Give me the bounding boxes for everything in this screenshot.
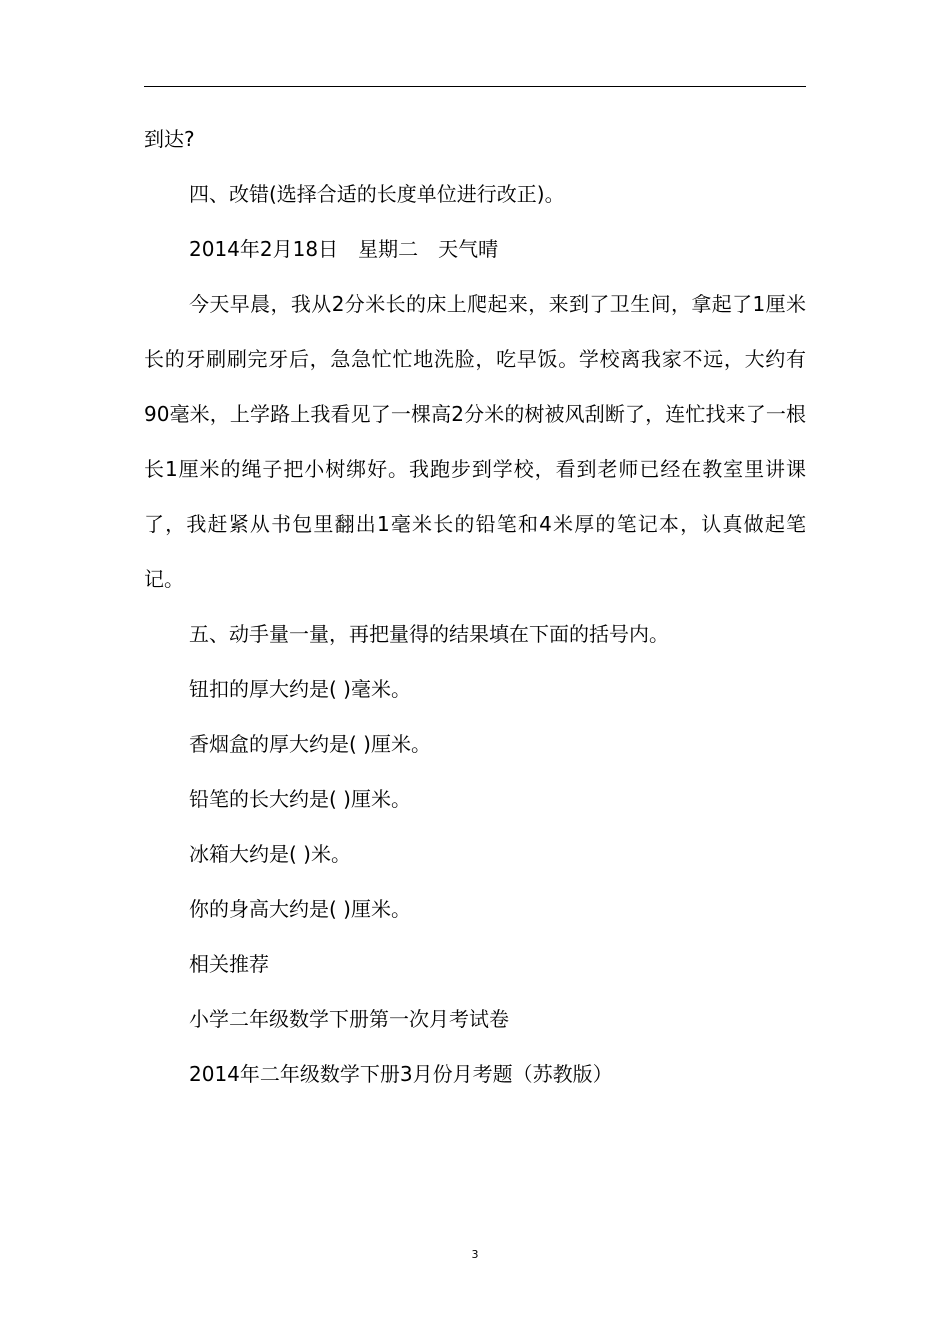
measure-item-button: 钮扣的厚大约是( )毫米。 [189, 677, 411, 701]
section-five-heading: 五、动手量一量，再把量得的结果填在下面的括号内。 [189, 622, 669, 646]
measure-item-fridge: 冰箱大约是( )米。 [189, 842, 351, 866]
page-number: 3 [471, 1248, 479, 1261]
header-rule [144, 86, 806, 87]
diary-date-line: 2014年2月18日 星期二 天气晴 [189, 237, 499, 261]
measure-item-pencil: 铅笔的长大约是( )厘米。 [189, 787, 411, 811]
related-link-1[interactable]: 小学二年级数学下册第一次月考试卷 [189, 1007, 509, 1031]
related-heading: 相关推荐 [189, 952, 269, 976]
section-four-heading: 四、改错(选择合适的长度单位进行改正)。 [189, 182, 565, 206]
measure-item-cigarette-box: 香烟盒的厚大约是( )厘米。 [189, 732, 431, 756]
continuation-text: 到达? [144, 127, 195, 151]
diary-paragraph: 今天早晨，我从2分米长的床上爬起来，来到了卫生间，拿起了1厘米长的牙刷刷完牙后，急急忙忙地洗脸，吃早饭。学校离我家不远，大约有90毫米，上学路上我看见了一棵高2分米的树被风刮断了，连忙找来了一根长1厘米的绳子把小树绑好。我跑步到学校，看到老师已经在教室里讲课了，我赶紧从书包里翻出1毫米长的铅笔和4米厚的笔记本，认真做起笔记。 [144, 292, 806, 591]
document-body [144, 112, 806, 1102]
measure-item-height: 你的身高大约是( )厘米。 [189, 897, 411, 921]
related-link-2[interactable]: 2014年二年级数学下册3月份月考题（苏教版） [189, 1062, 613, 1086]
